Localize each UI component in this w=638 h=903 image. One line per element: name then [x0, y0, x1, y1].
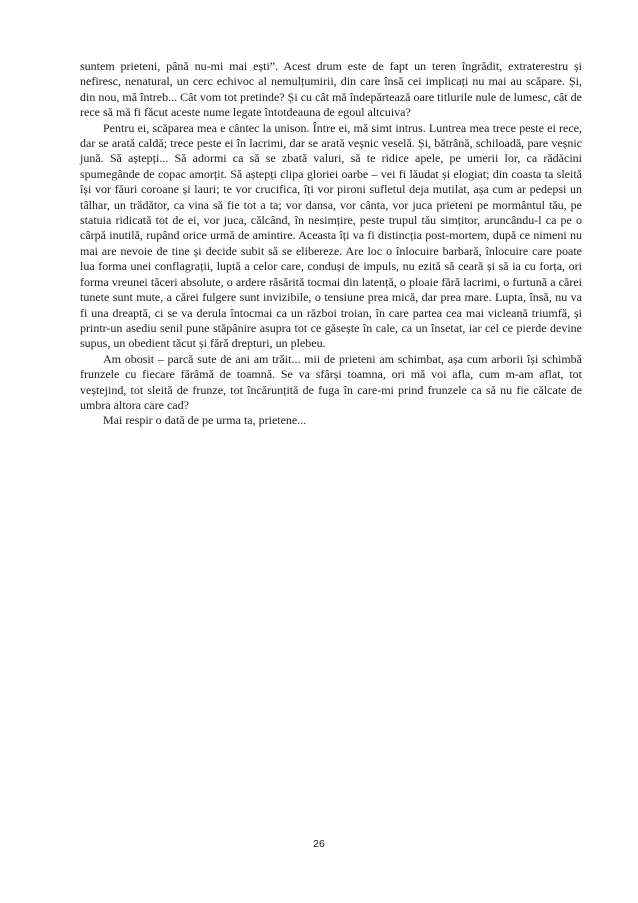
- paragraph: Pentru ei, scăparea mea e cântec la unison. Între ei, mă simt intrus. Luntrea mea trece peste ei rece, dar se arată caldă; trece peste ei în lacrimi, dar se arată veșnic veselă. Și, bătrână, schiloadă, pare veșnic jună. Să aștepți... Să adormi ca să se zbată valuri, să te ridice apele, pe umerii lor, ca rădăcini spumegânde de copac amorțit. Să aștepți clipa gloriei oarbe – vei fi lăudat și elogiat; din coasta ta sleită își vor făuri coroane și lauri; te vor crucifica, îți vor pironi sufletul deja mutilat, așa cum ar pedepsi un tâlhar, un trădător, ca vina să fie tot a ta; vor dansa, vor cânta, vor juca prieteni pe mormântul tău, pe statuia ridicată tot de ei, vor juca, călcând, în nesimțire, peste trupul tău simțitor, aruncându-l ca pe o cârpă inutilă, rupând orice urmă de amintire. Aceasta îți va fi distincția post-mortem, după ce nimeni nu mai are nevoie de tine și decide subit să se elibereze. Are loc o înlocuire barbară, înlocuire care poate lua forma unei conflagrații, luptă a celor care, conduși de impuls, nu ezită să ceară și să ia cu forța, ori forma vreunei tăceri absolute, o ardere răsărită tocmai din latență, o ploaie fără lacrimi, o furtună a cărei tunete sunt mute, a cărei fulgere sunt invizibile, o tensiune prea mică, dar prea mare. Lupta, însă, nu va fi una dreaptă, ci se va derula întocmai ca un război troian, în care partea cea mai vicleană triumfă, și printr-un asediu senil pune stăpânire asupra tot ce găsește în cale, ca un însetat, iar cel ce pierde devine supus, un obedient tăcut și fără drepturi, un plebeu.: [80, 120, 582, 351]
- paragraph: Mai respir o dată de pe urma ta, prietene...: [103, 413, 307, 428]
- body-text: [80, 59, 582, 429]
- paragraph: Am obosit – parcă sute de ani am trăit... mii de prieteni am schimbat, așa cum arborii își schimbă frunzele cu fiecare fărâmă de toamnă. Se va sfârși toamna, ori mă voi afla, cum m-am aflat, tot veștejind, tot sleită de frunze, tot încărunțită de fuga în care-mi prind frunzele ca să nu fie călcate de umbra altora care cad?: [80, 351, 582, 412]
- paragraph-continuation: suntem prieteni, până nu-mi mai ești”. Acest drum este de fapt un teren îngrădit, extraterestru și nefiresc, nenatural, un cerc echivoc al nemulțumirii, din care însă cei implicați nu mai au scăpare. Și, din nou, mă întreb... Cât vom tot pretinde? Și cu cât mă îndepărtează oare titlurile nule de lumesc, cât de rece să mă fi făcut aceste nume legate întotdeauna de egoul altcuiva?: [80, 59, 582, 120]
- page-number: 26: [313, 838, 325, 850]
